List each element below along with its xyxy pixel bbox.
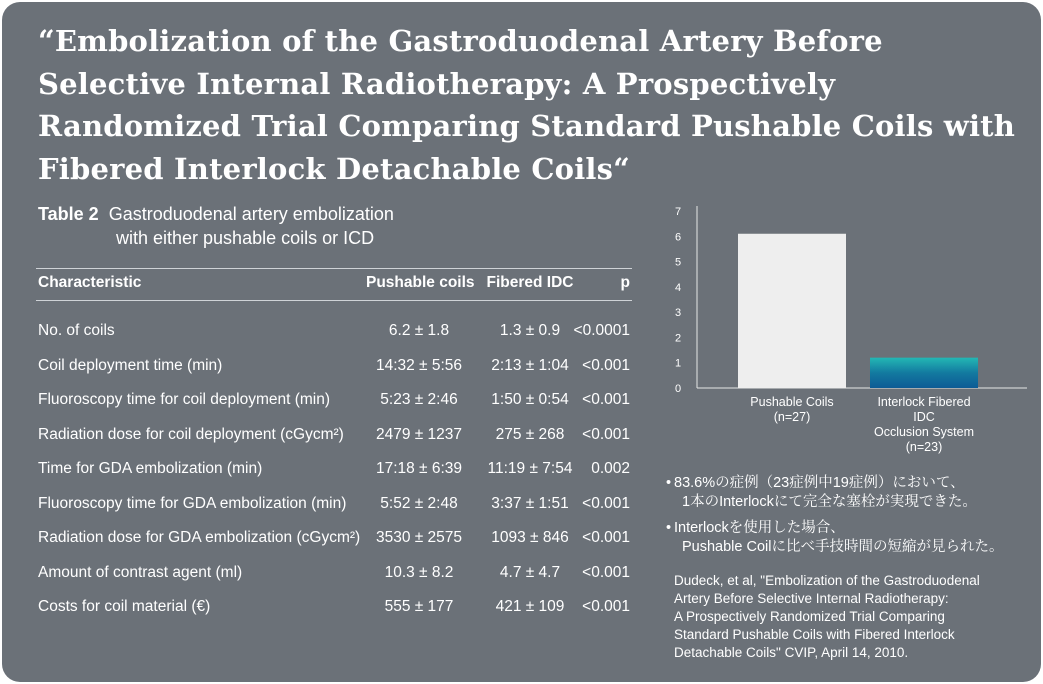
cell-p: <0.001 xyxy=(582,494,630,512)
category-label: (n=27) xyxy=(773,410,811,424)
category-label: IDC xyxy=(913,410,935,424)
table-row xyxy=(2,529,642,559)
cell-characteristic: Costs for coil material (€) xyxy=(38,598,211,615)
table-caption-line2: with either pushable coils or ICD xyxy=(116,228,375,248)
cell-fibered: 1.3 ± 0.9 xyxy=(499,322,561,339)
cell-characteristic: Radiation dose for coil deployment (cGycm²) xyxy=(38,425,344,443)
cell-pushable: 5:52 ± 2:48 xyxy=(380,494,458,512)
cell-pushable: 555 ± 177 xyxy=(384,598,454,615)
cell-fibered: 2:13 ± 1:04 xyxy=(491,356,569,374)
cell-characteristic: No. of coils xyxy=(38,322,115,339)
cell-pushable: 2479 ± 1237 xyxy=(375,425,463,443)
table-row xyxy=(2,426,642,456)
note-2 xyxy=(666,519,1004,557)
cell-fibered: 3:37 ± 1:51 xyxy=(491,494,569,512)
header-fibered: Fibered IDC xyxy=(486,274,574,291)
y-tick-label: 4 xyxy=(674,281,682,294)
header-p: p xyxy=(620,274,630,291)
reference-line: Dudeck, et al, "Embolization of the Gastroduodenal xyxy=(674,573,980,588)
cell-fibered: 1093 ± 846 xyxy=(491,529,569,546)
category-label: (n=23) xyxy=(905,440,943,454)
cell-fibered: 275 ± 268 xyxy=(495,425,565,443)
note-1-line1: 83.6%の症例（23症例中19症例）において、 xyxy=(674,475,965,491)
table-row xyxy=(2,357,642,387)
cell-characteristic: Fluoroscopy time for GDA embolization (min) xyxy=(38,494,347,512)
cell-pushable: 3530 ± 2575 xyxy=(375,529,463,546)
table-row xyxy=(2,495,642,525)
cell-p: <0.001 xyxy=(582,563,630,581)
bullet-icon: • xyxy=(666,520,672,536)
cell-pushable: 17:18 ± 6:39 xyxy=(375,460,463,477)
note-1 xyxy=(666,474,977,512)
cell-pushable: 5:23 ± 2:46 xyxy=(380,391,458,408)
reference-line: Standard Pushable Coils with Fibered Interlock xyxy=(674,627,955,642)
category-label: Pushable Coils xyxy=(750,395,834,409)
category-label: Interlock Fibered xyxy=(877,395,971,409)
bar-chart xyxy=(642,198,1032,468)
bullet-icon: • xyxy=(666,475,672,491)
cell-fibered: 11:19 ± 7:54 xyxy=(487,460,573,477)
header-characteristic: Characteristic xyxy=(38,274,142,291)
table-row xyxy=(2,460,642,490)
table-row xyxy=(2,391,642,421)
cell-p: 0.002 xyxy=(591,460,630,477)
cell-characteristic: Time for GDA embolization (min) xyxy=(38,460,263,477)
cell-p: <0.0001 xyxy=(573,322,630,339)
note-1-line2: 1本のInterlockにて完全な塞栓が実現できた。 xyxy=(682,494,977,510)
table-row xyxy=(2,564,642,594)
y-tick-label: 3 xyxy=(674,307,682,320)
cell-fibered: 1:50 ± 0:54 xyxy=(491,391,569,408)
y-tick-label: 6 xyxy=(674,231,682,244)
cell-characteristic: Amount of contrast agent (ml) xyxy=(38,563,243,581)
reference xyxy=(674,572,980,662)
cell-characteristic: Coil deployment time (min) xyxy=(38,356,223,374)
table-header-rule xyxy=(36,300,632,301)
cell-fibered: 4.7 ± 4.7 xyxy=(499,563,561,581)
bar xyxy=(738,234,846,388)
bar xyxy=(870,358,978,388)
table-caption-line1: Gastroduodenal artery embolization xyxy=(108,204,394,224)
y-tick-label: 7 xyxy=(674,206,682,218)
note-2-line2: Pushable Coilに比べ手技時間の短縮が見られた。 xyxy=(682,539,1004,555)
note-2-line1: Interlockを使用した場合、 xyxy=(674,520,845,536)
table-top-rule xyxy=(36,268,632,269)
cell-p: <0.001 xyxy=(582,356,630,374)
cell-pushable: 6.2 ± 1.8 xyxy=(388,322,450,339)
reference-line: Detachable Coils" CVIP, April 14, 2010. xyxy=(674,645,909,660)
cell-characteristic: Radiation dose for GDA embolization (cGycm²) xyxy=(38,529,361,546)
table-header xyxy=(38,274,630,298)
table-row xyxy=(2,322,642,352)
table-row xyxy=(2,598,642,628)
cell-fibered: 421 ± 109 xyxy=(495,598,565,615)
cell-p: <0.001 xyxy=(582,425,630,443)
slide-title: “Embolization of the Gastroduodenal Artery Before Selective Internal Radiotherapy: A Prospectively Randomized Trial Comparing Standard Pushable Coils with Fibered Interlock Detachable Coils“ xyxy=(38,24,1016,186)
y-tick-label: 0 xyxy=(674,383,682,395)
table-caption xyxy=(38,202,394,250)
category-label: Occlusion System xyxy=(873,425,975,439)
cell-p: <0.001 xyxy=(582,598,630,615)
reference-line: Artery Before Selective Internal Radiotherapy: xyxy=(674,591,949,606)
reference-line: A Prospectively Randomized Trial Comparing xyxy=(674,609,945,624)
cell-p: <0.001 xyxy=(582,529,630,546)
cell-pushable: 10.3 ± 8.2 xyxy=(384,563,454,581)
y-tick-label: 2 xyxy=(674,332,682,345)
cell-characteristic: Fluoroscopy time for coil deployment (min) xyxy=(38,391,331,408)
cell-p: <0.001 xyxy=(582,391,630,408)
slide-panel xyxy=(2,2,1041,682)
header-pushable: Pushable coils xyxy=(366,274,475,291)
y-tick-label: 1 xyxy=(674,357,682,370)
cell-pushable: 14:32 ± 5:56 xyxy=(375,356,463,374)
y-tick-label: 5 xyxy=(674,256,682,269)
table-label: Table 2 xyxy=(38,204,99,224)
